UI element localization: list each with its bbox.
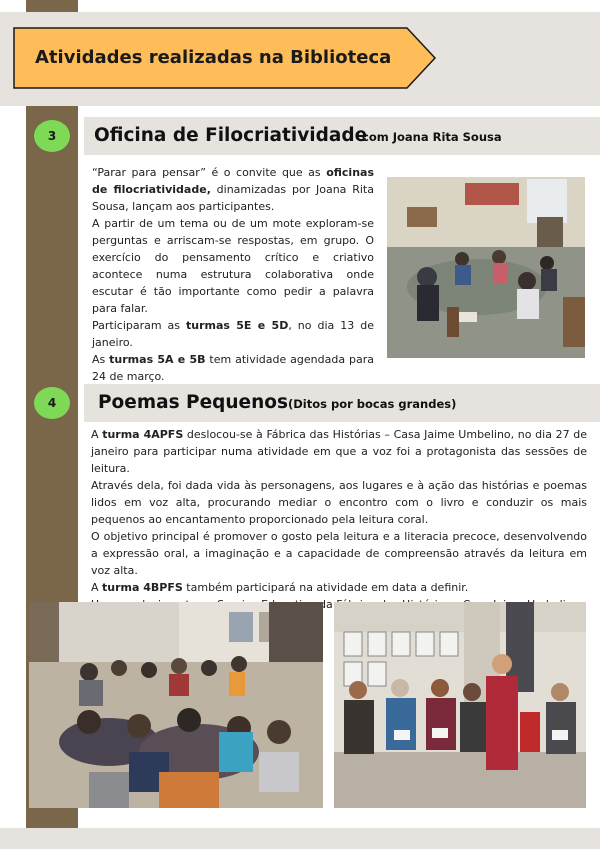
paragraph: da [318, 598, 333, 611]
photo-workshop-classroom [387, 177, 585, 358]
page-banner [13, 27, 437, 89]
section-number-badge: 3 [34, 120, 70, 152]
page-title: Atividades realizadas na Biblioteca [35, 47, 392, 68]
footer-band [0, 828, 600, 849]
paragraph: As turmas 5A e 5B tem atividade agendada para 24 de março. [92, 353, 374, 383]
paragraph: “Parar para pensar” é o convite que as oficinas de filocriatividade, dinamizadas por Joana Rita Sousa, lançam aos participantes. [92, 166, 374, 213]
section-header [84, 117, 600, 155]
section-body [92, 164, 374, 385]
paragraph: Através dela, foi dada vida às personagens, aos lugares e à ação das histórias e poemas lidos em voz alta, procurando mediar o encontro com o livro e conduzir os mais pequenos ao encantamento proporcionado pela leitura coral. [91, 479, 587, 526]
paragraph: A turma 4APFS deslocou-se à Fábrica das Histórias – Casa Jaime Umbelino, no dia 27 de janeiro para participar numa atividade em que a voz foi a protagonista das sessões de leitura. [91, 428, 587, 475]
paragraph: Participaram as turmas 5E e 5D, no dia 13 de janeiro. [92, 319, 374, 349]
section-subtitle: com Joana Rita Sousa [362, 130, 502, 144]
section-number-badge: 4 [34, 387, 70, 419]
section-body [91, 426, 587, 613]
photo-readers-group [334, 602, 586, 808]
section-title: Oficina de Filocriatividade [94, 125, 368, 146]
section-title: Poemas Pequenos [98, 392, 288, 413]
decorative-strip-top [26, 0, 78, 12]
photo-children-audience [29, 602, 323, 808]
section-subtitle: (Ditos por bocas grandes) [288, 397, 457, 411]
paragraph: A partir de um tema ou de um mote exploram-se perguntas e arriscam-se respostas, em grupo. O exercício do pensamento crítico e criativo acontece numa estrutura colaborativa onde escutar é tão importante como pedir a palavra para falar. [92, 217, 374, 315]
paragraph: A turma 4BPFS também participará na atividade em data a definir. [91, 581, 469, 594]
paragraph: O objetivo principal é promover o gosto pela leitura e a literacia precoce, desenvolvendo a expressão oral, a imaginação e a capacidade de compreensão através da leitura em voz alta. [91, 530, 587, 577]
section-header [84, 384, 600, 422]
